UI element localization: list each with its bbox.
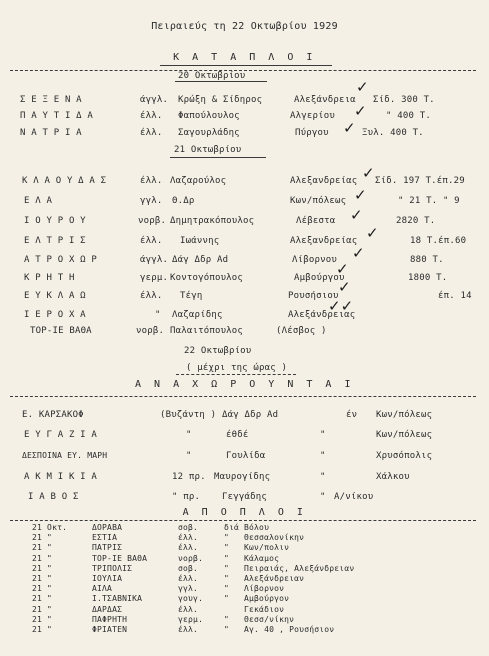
date-line: Πειραιεύς τη 22 Οκτωβρίου 1929 (151, 21, 338, 32)
ship-name: ΕΣΤΙΑ (92, 533, 118, 543)
ship-name: ΔΟΡΑΒΑ (92, 523, 123, 532)
ship-name: ΤΡΙΠΟΛΙΣ (92, 563, 133, 573)
ship-master: Δημητρακόπουλος (170, 216, 255, 226)
ship-master: Τέγη (180, 291, 203, 301)
ship-cargo: 1800 Τ. (408, 273, 448, 283)
ship-flag: νορβ. (178, 553, 204, 563)
ship-destination: Θεσσ/νίκην (244, 614, 295, 624)
check-mark-icon: ✓ (356, 78, 369, 96)
ship-master: Φαπούλουλος (178, 111, 240, 121)
ship-name: Ε Υ Κ Λ Α Ω (24, 291, 86, 301)
ship-flag: " (186, 430, 192, 440)
ship-flag: (Βυζάντη ) (160, 410, 217, 420)
ship-cargo: έπ. 14 (438, 291, 472, 301)
check-mark-icon: ✓ (343, 119, 356, 137)
ship-origin: (Λέσβος ) (276, 326, 327, 336)
arrivals-date-21: 21 Οκτωβρίου (174, 145, 242, 155)
section-title-arrivals: Κ Α Τ Α Π Λ Ο Ι (173, 52, 316, 63)
ship-name: Ι Α Β Ο Σ (28, 492, 79, 502)
ship-cargo: Σίδ. 197 Τ.έπ.29 (375, 176, 465, 186)
ship-destination: Γεκάδιον (244, 604, 285, 614)
ship-prep: " (224, 574, 230, 583)
ship-flag: νορβ. (138, 216, 167, 226)
ship-origin: Λίβορνου (292, 255, 337, 265)
ship-destination: Κων/πόλεως (376, 430, 433, 440)
ship-cargo: 880 Τ. (410, 255, 444, 265)
ship-agent: Μαυρογίδης (214, 472, 271, 482)
ship-flag: έλλ. (140, 236, 163, 246)
ship-master: Παλαιτόπουλος (170, 326, 244, 336)
ship-flag: έλλ. (140, 111, 163, 121)
check-mark-icon: ✓ (336, 260, 349, 278)
ship-name: Ε Υ Γ Α Ζ Ι Α (24, 430, 98, 440)
ship-master: Λαζαρούλος (170, 176, 227, 186)
underline-arrivals (160, 65, 332, 66)
ship-destination: Κάλαμος (244, 553, 280, 563)
departure-date: 21 " (32, 543, 53, 553)
ship-master: Θ.Δρ (172, 196, 195, 206)
check-mark-icon: ✓ (366, 224, 379, 242)
check-mark-icon: ✓ (354, 102, 367, 120)
ship-destination: Χρυσόπολις (376, 451, 433, 461)
ship-flag: έλλ. (178, 533, 199, 543)
ship-prep: " (320, 492, 326, 502)
ship-origin: Λέβεστα (296, 216, 336, 226)
ship-flag: γερμ. (140, 273, 169, 283)
ship-name: ΑΙΛΑ (92, 584, 113, 594)
ship-destination: Πειραιάς, Αλεξάνδρειαν (244, 563, 355, 573)
ship-flag: έλλ. (140, 128, 163, 138)
ship-flag: έλλ. (178, 625, 199, 634)
double-check-mark-icon: ✓✓ (328, 297, 354, 315)
ship-destination: Αμβούργον (244, 594, 290, 604)
ship-flag: σοβ. (178, 523, 199, 532)
ship-cargo: Ξυλ. 400 Τ. (362, 128, 424, 138)
check-mark-icon: ✓ (352, 244, 365, 262)
ship-name: Σ Ε Ξ Ε Ν Α (20, 95, 82, 105)
ship-origin: Αλεξανδρείας (290, 236, 358, 246)
ship-name: Π Α Υ Τ Ι Δ Α (20, 111, 94, 121)
ship-master: Λαζαρίδης (172, 310, 223, 320)
departure-date: 21 " (32, 584, 53, 594)
ship-flag: έλλ. (178, 604, 199, 614)
ship-agent: Δάγ Δδρ Ad (222, 410, 279, 420)
ship-name: Ε Λ Τ Ρ Ι Σ (24, 236, 86, 246)
ship-flag: άγγλ. (140, 255, 169, 265)
divider-departures (10, 520, 476, 521)
ship-flag: έλλ. (140, 291, 163, 301)
ship-prep: διά (224, 523, 240, 532)
ship-flag: νορβ. (136, 326, 165, 336)
ship-name: Ι.ΤΣΑΒΝΙΚΑ (92, 594, 143, 604)
underline-date-21 (170, 157, 266, 158)
ship-prep: έν (346, 410, 358, 420)
ship-prep: " (320, 451, 326, 461)
ship-flag: γγλ. (140, 196, 163, 206)
arrivals-note-22: ( μέχρι της ώρας ) (186, 363, 288, 373)
check-mark-icon: ✓ (338, 278, 351, 296)
ship-cargo: 18 Τ.έπ.60 (410, 236, 467, 246)
ship-prep: " (224, 614, 230, 624)
ship-flag: άγγλ. (140, 95, 169, 105)
check-mark-icon: ✓ (350, 206, 363, 224)
ship-name: ΠΑΤΡΙΣ (92, 543, 123, 553)
departure-date: 21 " (32, 563, 53, 573)
arrivals-date-22: 22 Οκτωβρίου (184, 346, 252, 356)
ship-origin: Κων/πόλεως (290, 196, 347, 206)
ship-origin: Αλεξανδρείας (290, 176, 358, 186)
ship-name: ΙΟΥΛΙΑ (92, 574, 123, 583)
section-title-departures: Α Π Ο Π Λ Ο Ι (182, 507, 307, 518)
ship-name: Ε Λ Α (24, 196, 53, 206)
ship-destination: Κων/πόλεως (376, 410, 433, 420)
ship-agent: Γουλίδα (226, 451, 266, 461)
ship-destination: Α/νίκου (334, 492, 374, 502)
ship-cargo: " 400 Τ. (386, 111, 431, 121)
ship-destination: Χάλκου (376, 472, 410, 482)
ship-master: Κρώξη & Σίδηρος (178, 95, 263, 105)
ship-flag: έλλ. (140, 176, 163, 186)
ship-flag: " πρ. (172, 492, 201, 502)
ship-destination: Θεσσαλονίκην (244, 533, 305, 543)
ship-name: Ν Α Τ Ρ Ι Α (20, 128, 82, 138)
ship-prep: " (224, 543, 230, 553)
departure-date: 21 " (32, 594, 53, 604)
ship-destination: Λίβορνον (244, 584, 285, 594)
ship-master: Κοντογόπουλος (170, 273, 244, 283)
ship-prep: " (224, 533, 230, 543)
ship-name: ΔΕΣΠΟΙΝΑ ΕΥ. ΜΑΡΗ (22, 451, 108, 460)
ship-prep: " (224, 594, 230, 604)
ship-flag: σοβ. (178, 563, 199, 573)
departure-date: 21 " (32, 574, 53, 583)
ship-cargo: Σίδ. 300 Τ. (373, 95, 435, 105)
departure-date: 21 " (32, 533, 53, 543)
ship-agent: έθδέ (226, 430, 249, 440)
departure-date: 21 Οκτ. (32, 523, 68, 532)
ship-name: Ι Ο Υ Ρ Ο Υ (24, 216, 86, 226)
ship-master: Ιωάννης (180, 236, 220, 246)
ship-flag: έλλ. (178, 574, 199, 583)
arrivals-date-20: 20 Οκτωβρίου (178, 71, 246, 81)
ship-prep: " (320, 472, 326, 482)
ship-name: ΤΟΡ-ΙΕ ΒΑΘΑ (92, 553, 148, 563)
underline-date-20 (175, 81, 267, 82)
ship-origin: Πύργου (295, 128, 329, 138)
ship-origin: Αλγερίου (290, 111, 335, 121)
ship-prep: " (224, 584, 230, 594)
ship-cargo: " 21 Τ. " 9 (398, 196, 460, 206)
divider-departing (10, 396, 476, 397)
ship-prep: " (224, 625, 230, 634)
ship-prep: " (320, 430, 326, 440)
ship-name: Α Κ Μ Ι Κ Ι Α (24, 472, 98, 482)
ship-origin: Ρουσήσιου (288, 291, 339, 301)
departure-date: 21 " (32, 614, 53, 624)
underline-note-22 (176, 374, 296, 375)
ship-destination: Βόλου (244, 523, 270, 532)
ship-name: Κ Ρ Η Τ Η (24, 273, 75, 283)
ship-origin: Αλεξάνδρεια (294, 95, 356, 105)
ship-origin: Αλεξάνδρειας (288, 310, 356, 320)
ship-prep: " (224, 553, 230, 563)
departure-date: 21 " (32, 625, 53, 634)
ship-name: Κ Λ Α Ο Υ Δ Α Σ (22, 176, 107, 186)
section-title-departing: Α Ν Α Χ Ω Ρ Ο Υ Ν Τ Α Ι (135, 379, 354, 390)
ship-name: Α Τ Ρ Ο Χ Ω Ρ (24, 255, 98, 265)
ship-master: Δάγ Δδρ Ad (172, 255, 229, 265)
ship-cargo: 2820 Τ. (396, 216, 436, 226)
ship-origin: Αμβούργου (294, 273, 345, 283)
ship-name: ΔΑΡΔΑΣ (92, 604, 123, 614)
check-mark-icon: ✓ (354, 186, 367, 204)
ship-master: Σαγουρλάδης (178, 128, 240, 138)
ship-flag: " (155, 310, 161, 320)
departure-date: 21 " (32, 553, 53, 563)
ship-destination: Αλεξάνδρειαν (244, 574, 305, 583)
ship-destination: Κων/πολιν (244, 543, 290, 553)
ship-agent: Γεγγάδης (222, 492, 267, 502)
ship-name: ΠΑΦΡΗΤΗ (92, 614, 128, 624)
ship-flag: " (186, 451, 192, 461)
ship-flag: γερμ. (178, 614, 204, 624)
check-mark-icon: ✓ (362, 164, 375, 182)
ship-name: Ε. ΚΑΡΣΑΚΟΦ (22, 410, 84, 420)
ship-destination: Αγ. 40 , Ρουσήσιον (244, 625, 335, 634)
ship-name: ΤΟΡ-ΙΕ ΒΑΘΑ (30, 326, 92, 336)
ship-flag: έλλ. (178, 543, 199, 553)
ship-flag: γγλ. (178, 584, 199, 594)
ship-name: ΦΡΙΑΤΕΝ (92, 625, 128, 634)
ship-name: Ι Ε Ρ Ο Χ Α (24, 310, 86, 320)
ship-flag: γουγ. (178, 594, 204, 604)
ship-flag: 12 πρ. (172, 472, 206, 482)
departure-date: 21 " (32, 604, 53, 614)
ship-prep: " (224, 563, 230, 573)
